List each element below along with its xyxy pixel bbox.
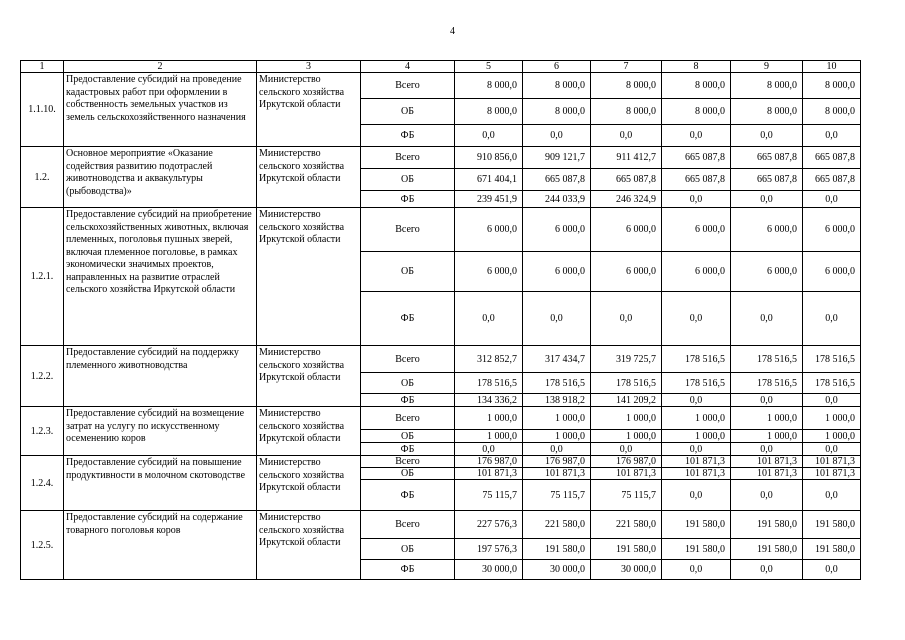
amount-cell: 909 121,7 — [523, 147, 591, 169]
amount-cell: 178 516,5 — [803, 346, 861, 373]
amount-cell: 0,0 — [662, 443, 731, 456]
amount-cell: 0,0 — [662, 394, 731, 407]
table-row — [21, 147, 861, 169]
amount-cell: 0,0 — [455, 292, 523, 346]
amount-cell: 101 871,3 — [731, 468, 803, 480]
amount-cell: 0,0 — [803, 125, 861, 147]
amount-cell: 176 987,0 — [455, 456, 523, 468]
amount-cell: 30 000,0 — [591, 560, 662, 580]
row-name: Предоставление субсидий на проведение кадастровых работ при оформлении в собственность земельных участков из земель сельскохозяйственного назначения — [64, 73, 257, 147]
row-executor: Министерство сельского хозяйства Иркутской области — [257, 73, 361, 147]
amount-cell: 0,0 — [731, 443, 803, 456]
amount-cell: 141 209,2 — [591, 394, 662, 407]
funding-source: ОБ — [361, 539, 455, 560]
amount-cell: 8 000,0 — [591, 99, 662, 125]
amount-cell: 191 580,0 — [731, 539, 803, 560]
amount-cell: 0,0 — [455, 125, 523, 147]
col-header: 8 — [662, 61, 731, 73]
amount-cell: 910 856,0 — [455, 147, 523, 169]
amount-cell: 0,0 — [591, 292, 662, 346]
row-code: 1.2.3. — [21, 407, 64, 456]
funding-source: Всего — [361, 208, 455, 252]
amount-cell: 0,0 — [731, 125, 803, 147]
amount-cell: 191 580,0 — [803, 539, 861, 560]
amount-cell: 6 000,0 — [662, 208, 731, 252]
row-code: 1.2.1. — [21, 208, 64, 346]
amount-cell: 665 087,8 — [662, 147, 731, 169]
amount-cell: 0,0 — [523, 125, 591, 147]
amount-cell: 911 412,7 — [591, 147, 662, 169]
amount-cell: 8 000,0 — [455, 99, 523, 125]
funding-source: ОБ — [361, 169, 455, 191]
funding-source: ОБ — [361, 252, 455, 292]
amount-cell: 0,0 — [523, 443, 591, 456]
amount-cell: 0,0 — [803, 480, 861, 511]
row-executor: Министерство сельского хозяйства Иркутской области — [257, 208, 361, 346]
amount-cell: 6 000,0 — [731, 252, 803, 292]
amount-cell: 0,0 — [662, 125, 731, 147]
amount-cell: 6 000,0 — [591, 208, 662, 252]
amount-cell: 0,0 — [731, 292, 803, 346]
row-executor: Министерство сельского хозяйства Иркутской области — [257, 511, 361, 580]
amount-cell: 1 000,0 — [731, 430, 803, 443]
amount-cell: 221 580,0 — [591, 511, 662, 539]
funding-source: Всего — [361, 456, 455, 468]
amount-cell: 1 000,0 — [591, 407, 662, 430]
amount-cell: 6 000,0 — [455, 252, 523, 292]
amount-cell: 6 000,0 — [803, 252, 861, 292]
row-executor: Министерство сельского хозяйства Иркутской области — [257, 407, 361, 456]
amount-cell: 8 000,0 — [455, 73, 523, 99]
amount-cell: 317 434,7 — [523, 346, 591, 373]
table-row — [21, 511, 861, 539]
amount-cell: 8 000,0 — [662, 99, 731, 125]
amount-cell: 312 852,7 — [455, 346, 523, 373]
amount-cell: 1 000,0 — [803, 430, 861, 443]
amount-cell: 75 115,7 — [523, 480, 591, 511]
amount-cell: 6 000,0 — [523, 252, 591, 292]
amount-cell: 101 871,3 — [662, 468, 731, 480]
col-header: 5 — [455, 61, 523, 73]
amount-cell: 665 087,8 — [731, 147, 803, 169]
table-row — [21, 407, 861, 430]
amount-cell: 1 000,0 — [455, 430, 523, 443]
amount-cell: 0,0 — [731, 191, 803, 208]
amount-cell: 191 580,0 — [662, 539, 731, 560]
amount-cell: 8 000,0 — [523, 99, 591, 125]
row-name: Предоставление субсидий на поддержку племенного животноводства — [64, 346, 257, 407]
col-header: 9 — [731, 61, 803, 73]
row-code: 1.2.4. — [21, 456, 64, 511]
row-executor: Министерство сельского хозяйства Иркутской области — [257, 346, 361, 407]
funding-source: ФБ — [361, 443, 455, 456]
amount-cell: 8 000,0 — [803, 73, 861, 99]
col-header: 7 — [591, 61, 662, 73]
amount-cell: 1 000,0 — [662, 407, 731, 430]
page-number: 4 — [450, 26, 455, 37]
row-code: 1.1.10. — [21, 73, 64, 147]
col-header: 6 — [523, 61, 591, 73]
amount-cell: 8 000,0 — [662, 73, 731, 99]
amount-cell: 665 087,8 — [591, 169, 662, 191]
funding-source: Всего — [361, 147, 455, 169]
amount-cell: 239 451,9 — [455, 191, 523, 208]
amount-cell: 1 000,0 — [803, 407, 861, 430]
amount-cell: 0,0 — [803, 394, 861, 407]
amount-cell: 0,0 — [731, 480, 803, 511]
amount-cell: 138 918,2 — [523, 394, 591, 407]
amount-cell: 0,0 — [662, 480, 731, 511]
amount-cell: 1 000,0 — [523, 407, 591, 430]
amount-cell: 665 087,8 — [731, 169, 803, 191]
funding-source: ОБ — [361, 99, 455, 125]
amount-cell: 319 725,7 — [591, 346, 662, 373]
row-executor: Министерство сельского хозяйства Иркутской области — [257, 456, 361, 511]
amount-cell: 101 871,3 — [591, 468, 662, 480]
funding-source: Всего — [361, 346, 455, 373]
amount-cell: 0,0 — [591, 443, 662, 456]
amount-cell: 1 000,0 — [662, 430, 731, 443]
amount-cell: 178 516,5 — [803, 373, 861, 394]
amount-cell: 665 087,8 — [523, 169, 591, 191]
amount-cell: 30 000,0 — [523, 560, 591, 580]
col-header: 10 — [803, 61, 861, 73]
amount-cell: 191 580,0 — [803, 511, 861, 539]
amount-cell: 8 000,0 — [523, 73, 591, 99]
funding-source: ФБ — [361, 191, 455, 208]
amount-cell: 0,0 — [662, 191, 731, 208]
row-name: Основное мероприятие «Оказание содействия развитию подотраслей животноводства и аквакультуры (рыбоводства)» — [64, 147, 257, 208]
amount-cell: 0,0 — [803, 443, 861, 456]
row-code: 1.2. — [21, 147, 64, 208]
funding-source: Всего — [361, 73, 455, 99]
row-code: 1.2.2. — [21, 346, 64, 407]
amount-cell: 0,0 — [803, 292, 861, 346]
amount-cell: 0,0 — [591, 125, 662, 147]
amount-cell: 75 115,7 — [591, 480, 662, 511]
row-code: 1.2.5. — [21, 511, 64, 580]
amount-cell: 6 000,0 — [455, 208, 523, 252]
amount-cell: 8 000,0 — [731, 73, 803, 99]
amount-cell: 6 000,0 — [523, 208, 591, 252]
amount-cell: 176 987,0 — [591, 456, 662, 468]
col-header: 1 — [21, 61, 64, 73]
amount-cell: 101 871,3 — [455, 468, 523, 480]
amount-cell: 0,0 — [731, 560, 803, 580]
amount-cell: 0,0 — [523, 292, 591, 346]
amount-cell: 246 324,9 — [591, 191, 662, 208]
amount-cell: 101 871,3 — [662, 456, 731, 468]
amount-cell: 0,0 — [662, 292, 731, 346]
amount-cell: 665 087,8 — [803, 147, 861, 169]
row-name: Предоставление субсидий на содержание товарного поголовья коров — [64, 511, 257, 580]
amount-cell: 1 000,0 — [523, 430, 591, 443]
amount-cell: 665 087,8 — [803, 169, 861, 191]
funding-source: Всего — [361, 511, 455, 539]
funding-source: ФБ — [361, 560, 455, 580]
amount-cell: 178 516,5 — [455, 373, 523, 394]
amount-cell: 191 580,0 — [523, 539, 591, 560]
amount-cell: 6 000,0 — [591, 252, 662, 292]
budget-table — [20, 60, 861, 580]
amount-cell: 671 404,1 — [455, 169, 523, 191]
amount-cell: 0,0 — [803, 191, 861, 208]
table-row — [21, 73, 861, 99]
amount-cell: 101 871,3 — [523, 468, 591, 480]
amount-cell: 1 000,0 — [591, 430, 662, 443]
amount-cell: 30 000,0 — [455, 560, 523, 580]
amount-cell: 0,0 — [731, 394, 803, 407]
amount-cell: 0,0 — [662, 560, 731, 580]
col-header: 2 — [64, 61, 257, 73]
amount-cell: 6 000,0 — [803, 208, 861, 252]
row-name: Предоставление субсидий на повышение продуктивности в молочном скотоводстве — [64, 456, 257, 511]
amount-cell: 1 000,0 — [455, 407, 523, 430]
amount-cell: 1 000,0 — [731, 407, 803, 430]
amount-cell: 191 580,0 — [731, 511, 803, 539]
amount-cell: 134 336,2 — [455, 394, 523, 407]
amount-cell: 8 000,0 — [731, 99, 803, 125]
table-row — [21, 346, 861, 373]
amount-cell: 178 516,5 — [662, 373, 731, 394]
amount-cell: 75 115,7 — [455, 480, 523, 511]
amount-cell: 244 033,9 — [523, 191, 591, 208]
amount-cell: 101 871,3 — [731, 456, 803, 468]
funding-source: ФБ — [361, 125, 455, 147]
amount-cell: 0,0 — [803, 560, 861, 580]
col-header: 3 — [257, 61, 361, 73]
funding-source: ОБ — [361, 430, 455, 443]
amount-cell: 101 871,3 — [803, 456, 861, 468]
table-row — [21, 456, 861, 468]
amount-cell: 178 516,5 — [731, 346, 803, 373]
amount-cell: 8 000,0 — [591, 73, 662, 99]
amount-cell: 8 000,0 — [803, 99, 861, 125]
funding-source: Всего — [361, 407, 455, 430]
amount-cell: 191 580,0 — [591, 539, 662, 560]
amount-cell: 178 516,5 — [731, 373, 803, 394]
amount-cell: 6 000,0 — [662, 252, 731, 292]
row-executor: Министерство сельского хозяйства Иркутской области — [257, 147, 361, 208]
funding-source: ОБ — [361, 373, 455, 394]
row-name: Предоставление субсидий на возмещение затрат на услугу по искусственному осеменению коров — [64, 407, 257, 456]
amount-cell: 197 576,3 — [455, 539, 523, 560]
amount-cell: 178 516,5 — [523, 373, 591, 394]
amount-cell: 176 987,0 — [523, 456, 591, 468]
table-body — [21, 61, 861, 580]
table-row — [21, 208, 861, 252]
amount-cell: 191 580,0 — [662, 511, 731, 539]
funding-source: ФБ — [361, 292, 455, 346]
row-name: Предоставление субсидий на приобретение сельскохозяйственных животных, включая племенных, поголовья пушных зверей, включая племенное поголовье, в рамках экономически значимых проектов, направленных на развитие отраслей сельского хозяйства Иркутской области — [64, 208, 257, 346]
amount-cell: 221 580,0 — [523, 511, 591, 539]
funding-source: ФБ — [361, 394, 455, 407]
amount-cell: 101 871,3 — [803, 468, 861, 480]
amount-cell: 178 516,5 — [662, 346, 731, 373]
funding-source: ОБ — [361, 468, 455, 480]
amount-cell: 0,0 — [455, 443, 523, 456]
amount-cell: 178 516,5 — [591, 373, 662, 394]
amount-cell: 227 576,3 — [455, 511, 523, 539]
header-row — [21, 61, 861, 73]
amount-cell: 665 087,8 — [662, 169, 731, 191]
amount-cell: 6 000,0 — [731, 208, 803, 252]
funding-source: ФБ — [361, 480, 455, 511]
col-header: 4 — [361, 61, 455, 73]
